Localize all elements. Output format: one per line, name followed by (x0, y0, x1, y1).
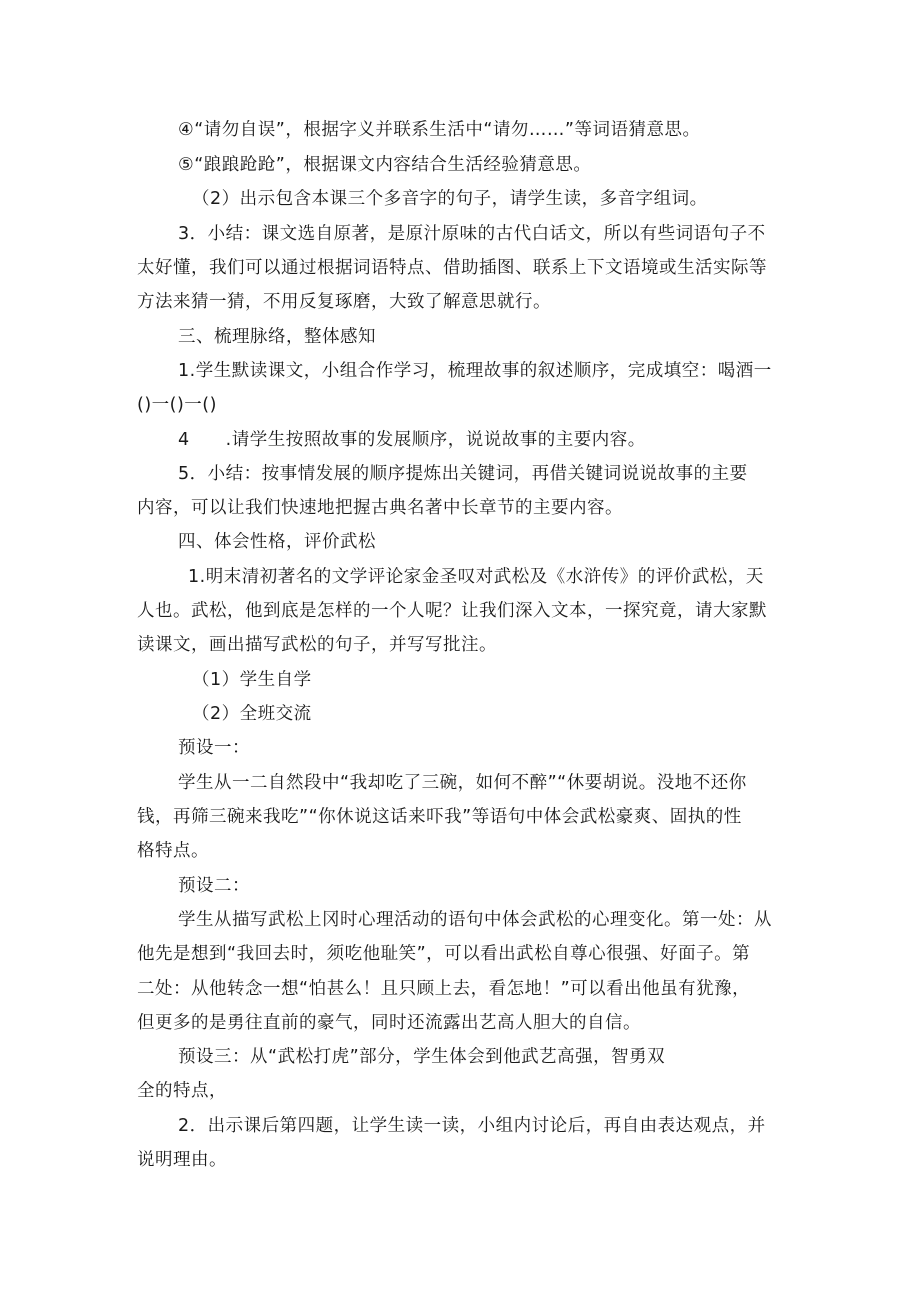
text-line: ()一()一() (137, 395, 217, 415)
text-line: 5．小结：按事情发展的顺序提炼出关键词，再借关键词说说故事的主要 (178, 464, 748, 484)
text-line: 1.学生默读课文，小组合作学习，梳理故事的叙述顺序，完成填空：喝酒一 (178, 361, 772, 381)
text-line: 方法来猜一猜，不用反复琢磨，大致了解意思就行。 (137, 292, 551, 312)
text-line: （2）出示包含本课三个多音字的句子，请学生读，多音字组词。 (192, 189, 708, 209)
section-heading: 三、梳理脉络，整体感知 (178, 327, 376, 347)
text-line: 1.明末清初著名的文学评论家金圣叹对武松及《水浒传》的评价武松，天 (188, 567, 764, 587)
text-line: 2．出示课后第四题，让学生读一读，小组内讨论后，再自由表达观点，并 (178, 1116, 766, 1136)
text-line: 人也。武松，他到底是怎样的一个人呢？让我们深入文本，一探究竟，请大家默 (137, 601, 767, 621)
text-line: 预设三：从“武松打虎”部分，学生体会到他武艺高强，智勇双 (178, 1047, 666, 1067)
text-line: 他先是想到“我回去时，须吃他耻笑”，可以看出武松自尊心很强、好面子。第 (137, 944, 751, 964)
text-line: 格特点。 (137, 841, 209, 861)
text-line: 读课文，画出描写武松的句子，并写写批注。 (137, 635, 497, 655)
text-line: 3．小结：课文选自原著，是原汁原味的古代白话文，所以有些词语句子不 (178, 224, 766, 244)
text-line: 二处：从他转念一想“怕甚么！且只顾上去，看怎地！”可以看出他虽有犹豫， (137, 979, 751, 999)
section-heading: 四、体会性格，评价武松 (178, 532, 376, 552)
text-line: ④“请勿自误”，根据字义并联系生活中“请勿……”等词语猜意思。 (178, 120, 701, 140)
text-line: 内容，可以让我们快速地把握古典名著中长章节的主要内容。 (137, 498, 623, 518)
text-line: 预设一： (178, 738, 250, 758)
text-line: 学生从一二自然段中“我却吃了三碗，如何不醉”“休要胡说。没地不还你 (178, 773, 747, 793)
text-line: 钱，再筛三碗来我吃”“你休说这话来吓我”等语句中体会武松豪爽、固执的性 (137, 807, 742, 827)
text-line: ⑤“踉踉跄跄”，根据课文内容结合生活经验猜意思。 (178, 155, 592, 175)
text-line: 4 .请学生按照故事的发展顺序，说说故事的主要内容。 (178, 430, 646, 450)
text-line: （2）全班交流 (192, 704, 312, 724)
text-line: 太好懂，我们可以通过根据词语特点、借助插图、联系上下文语境或生活实际等 (137, 258, 767, 278)
text-line: 预设二： (178, 876, 250, 896)
text-line: （1）学生自学 (192, 670, 312, 690)
text-line: 说明理由。 (137, 1150, 227, 1170)
text-line: 但更多的是勇往直前的豪气，同时还流露出艺高人胆大的自信。 (137, 1013, 641, 1033)
text-line: 学生从描写武松上冈时心理活动的语句中体会武松的心理变化。第一处：从 (178, 910, 772, 930)
text-line: 全的特点， (137, 1081, 227, 1101)
